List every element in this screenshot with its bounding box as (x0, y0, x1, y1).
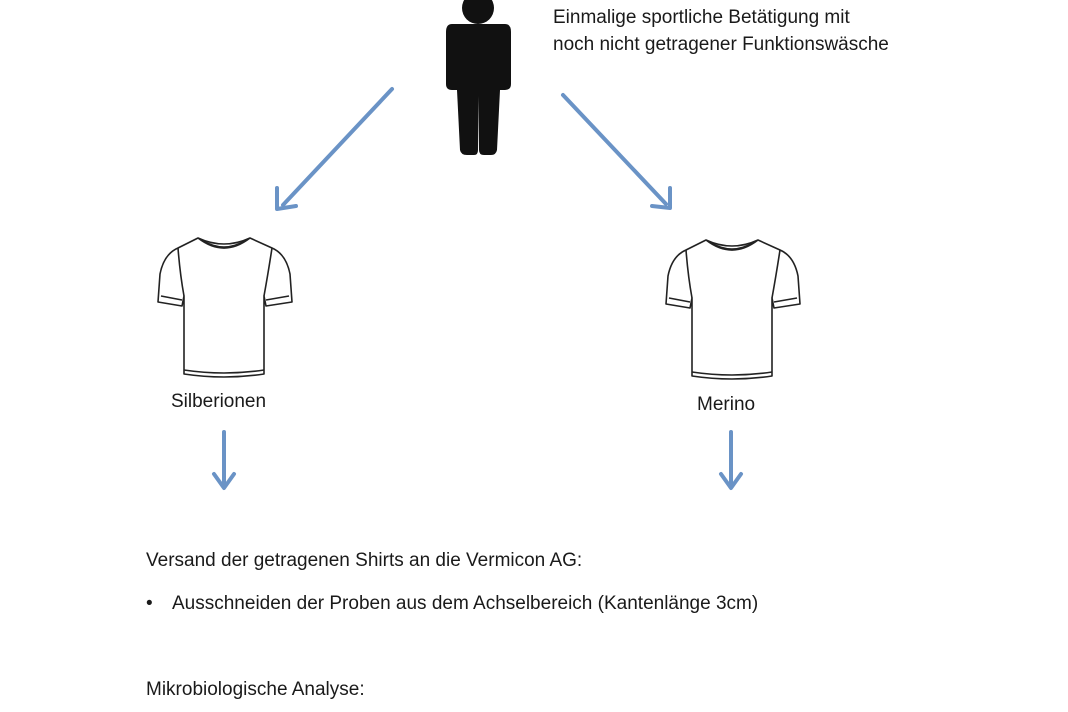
shirt-label-merino: Merino (697, 394, 756, 415)
intro-caption-line1: Einmalige sportliche Betätigung mit (553, 7, 850, 28)
shirt-label-silver: Silberionen (171, 391, 267, 412)
tshirt-icon (666, 240, 800, 379)
person-icon (446, 0, 511, 155)
arrow-to-silver (277, 89, 392, 209)
arrow-down-silver (214, 432, 234, 488)
arrow-down-merino (721, 432, 741, 488)
arrow-to-merino (563, 95, 670, 208)
shipping-bullet-text: Ausschneiden der Proben aus dem Achselbereich (Kantenlänge 3cm) (172, 593, 759, 614)
list-item (146, 593, 758, 615)
tshirt-icon (158, 238, 292, 377)
bullet-icon: • (146, 593, 153, 614)
intro-caption (553, 4, 889, 58)
analysis-title: Mikrobiologische Analyse: (146, 679, 365, 700)
intro-caption-line2: noch nicht getragener Funktionswäsche (553, 34, 889, 55)
shipping-title: Versand der getragenen Shirts an die Vermicon AG: (146, 550, 583, 571)
